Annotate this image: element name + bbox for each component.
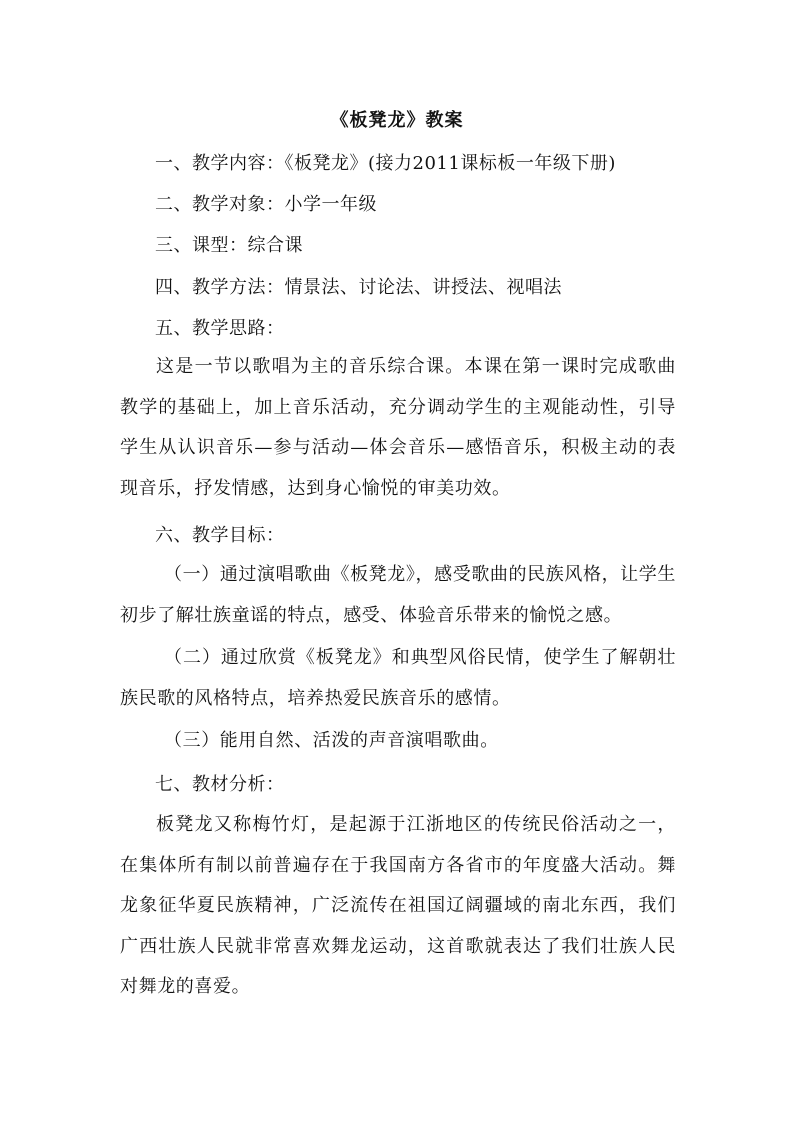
teaching-methods-line: 四、教学方法：情景法、讨论法、讲授法、视唱法 [155, 277, 562, 298]
goal-2-paragraph: （二）通过欣赏《板凳龙》和典型风俗民情，使学生了解朝壮族民歌的风格特点，培养热爱民族音乐的感情。 [120, 647, 676, 709]
teaching-content-line: 一、教学内容：《板凳龙》(接力2011课标板一年级下册) [155, 153, 616, 174]
goal-1-paragraph: （一）通过演唱歌曲《板凳龙》，感受歌曲的民族风格，让学生初步了解壮族童谣的特点，感受、体验音乐带来的愉悦之感。 [120, 564, 676, 626]
teaching-ideas-heading: 五、教学思路： [155, 318, 285, 339]
material-analysis-heading: 七、教材分析： [155, 774, 285, 795]
material-analysis-paragraph: 板凳龙又称梅竹灯，是起源于江浙地区的传统民俗活动之一，在集体所有制以前普遍存在于我国南方各省市的年度盛大活动。舞龙象征华夏民族精神，广泛流传在祖国辽阔疆域的南北东西，我们广西壮族人民就非常喜欢舞龙运动，这首歌就表达了我们壮族人民对舞龙的喜爱。 [120, 814, 676, 997]
document-title: 《板凳龙》教案 [330, 110, 464, 131]
teaching-goals-heading: 六、教学目标： [155, 525, 285, 546]
lesson-type-line: 三、课型：综合课 [155, 235, 303, 256]
goal-3-paragraph: （三）能用自然、活泼的声音演唱歌曲。 [164, 730, 499, 751]
teaching-object-line: 二、教学对象：小学一年级 [155, 194, 377, 215]
teaching-ideas-paragraph: 这是一节以歌唱为主的音乐综合课。本课在第一课时完成歌曲教学的基础上，加上音乐活动，充分调动学生的主观能动性，引导学生从认识音乐—参与活动—体会音乐—感悟音乐，积极主动的表现音乐，抒发情感，达到身心愉悦的审美功效。 [120, 356, 676, 499]
